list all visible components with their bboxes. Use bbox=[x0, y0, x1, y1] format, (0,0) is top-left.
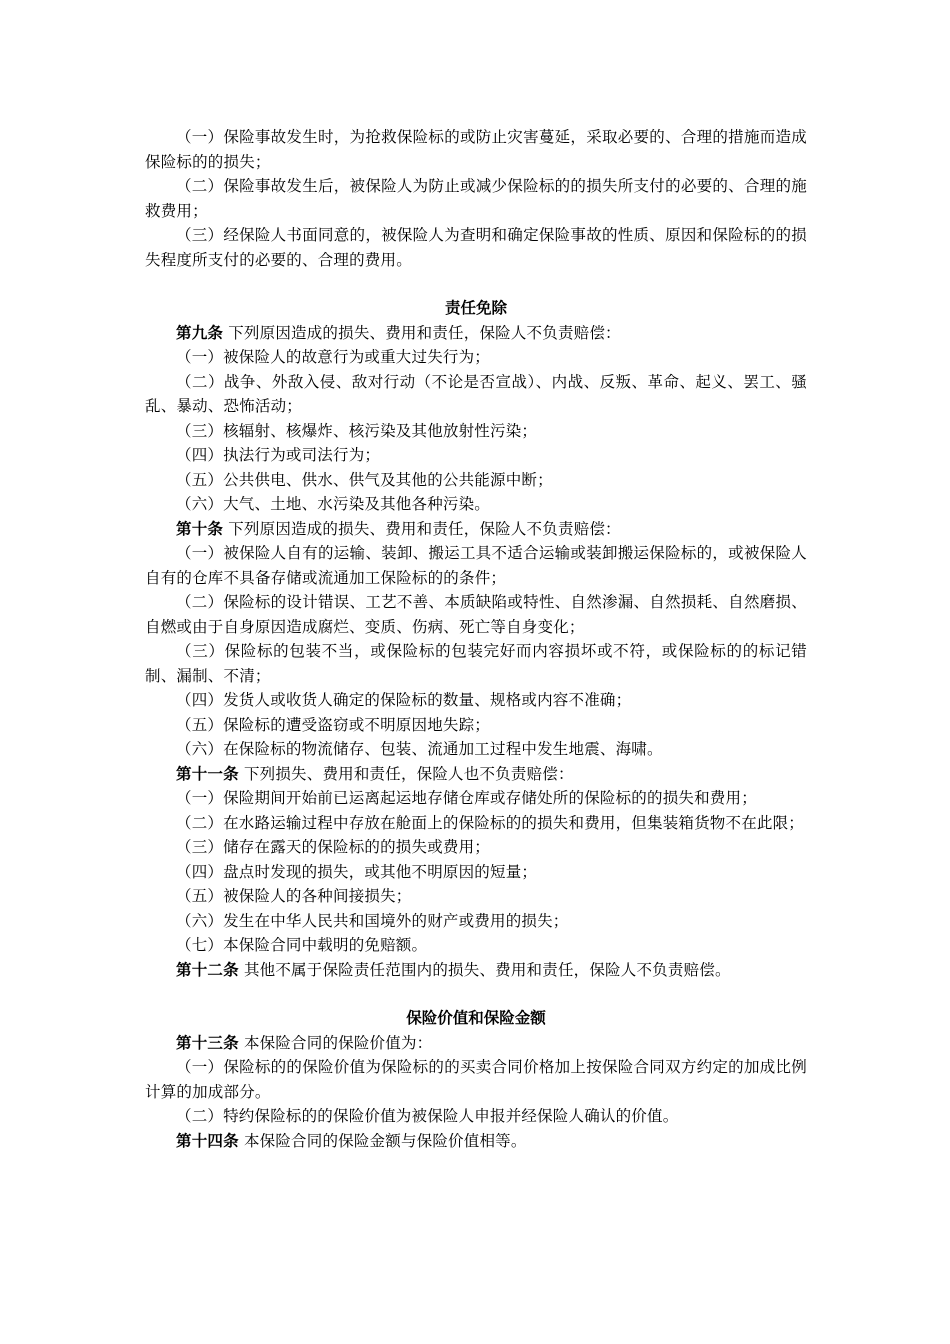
spacer bbox=[145, 272, 807, 296]
list-item: （一）被保险人自有的运输、装卸、搬运工具不适合运输或装卸搬运保险标的，或被保险人自有的仓库不具备存储或流通加工保险标的的条件； bbox=[145, 544, 807, 587]
article-number: 第十四条 bbox=[176, 1130, 239, 1150]
list-item: （五）保险标的遭受盗窃或不明原因地失踪； bbox=[176, 715, 491, 734]
article-14 bbox=[145, 1129, 807, 1154]
list-item: （三）核辐射、核爆炸、核污染及其他放射性污染； bbox=[176, 421, 538, 440]
article-12 bbox=[145, 958, 807, 983]
article-text: 下列损失、费用和责任，保险人也不负责赔偿： bbox=[238, 764, 574, 783]
article-number: 第十二条 bbox=[176, 959, 239, 979]
article-text: 本保险合同的保险价值为： bbox=[238, 1033, 433, 1052]
article-number: 第十条 bbox=[176, 518, 224, 538]
article-11 bbox=[145, 762, 807, 787]
list-item: （一）被保险人的故意行为或重大过失行为； bbox=[176, 348, 491, 366]
article-number: 第九条 bbox=[176, 322, 224, 342]
list-item: （三）保险标的包装不当，或保险标的包装完好而内容损坏或不符，或保险标的的标记错制、漏制、不清； bbox=[145, 642, 807, 685]
list-item: （四）盘点时发现的损失，或其他不明原因的短量； bbox=[176, 862, 538, 881]
article-text: 下列原因造成的损失、费用和责任，保险人不负责赔偿： bbox=[223, 323, 621, 342]
article-9 bbox=[145, 321, 807, 346]
list-item: （二）特约保险标的的保险价值为被保险人申报并经保险人确认的价值。 bbox=[176, 1107, 679, 1125]
list-item: （二）保险标的设计错误、工艺不善、本质缺陷或特性、自然渗漏、自然损耗、自然磨损、自燃或由于自身原因造成腐烂、变质、伤病、死亡等自身变化； bbox=[145, 593, 807, 636]
document-body bbox=[145, 125, 807, 1153]
list-item: （四）发货人或收货人确定的保险标的数量、规格或内容不准确； bbox=[176, 691, 632, 709]
list-item: （五）公共供电、供水、供气及其他的公共能源中断； bbox=[176, 470, 553, 489]
list-item: （一）保险期间开始前已运离起运地存储仓库或存储处所的保险标的的损失和费用； bbox=[176, 789, 757, 807]
list-item: （六）大气、土地、水污染及其他各种污染。 bbox=[176, 495, 491, 513]
article-text: 本保险合同的保险金额与保险价值相等。 bbox=[238, 1131, 527, 1150]
article-10 bbox=[145, 517, 807, 542]
section-heading-exclusions: 责任免除 bbox=[444, 298, 507, 317]
article-13 bbox=[145, 1031, 807, 1056]
list-item: （六）发生在中华人民共和国境外的财产或费用的损失； bbox=[176, 911, 569, 930]
list-item: （一）保险标的的保险价值为保险标的的买卖合同价格加上按保险合同双方约定的加成比例计算的加成部分。 bbox=[145, 1058, 807, 1101]
list-item: （二）战争、外敌入侵、敌对行动（不论是否宣战）、内战、反叛、革命、起义、罢工、骚乱、暴动、恐怖活动； bbox=[145, 372, 807, 415]
paragraph: （二）保险事故发生后，被保险人为防止或减少保险标的的损失所支付的必要的、合理的施救费用； bbox=[145, 177, 807, 220]
paragraph: （一）保险事故发生时，为抢救保险标的或防止灾害蔓延，采取必要的、合理的措施而造成保险标的的损失； bbox=[145, 128, 807, 171]
spacer bbox=[145, 982, 807, 1006]
article-number: 第十三条 bbox=[176, 1032, 239, 1052]
list-item: （二）在水路运输过程中存放在舱面上的保险标的的损失和费用，但集装箱货物不在此限； bbox=[176, 813, 805, 832]
list-item: （三）储存在露天的保险标的的损失或费用； bbox=[176, 838, 491, 856]
list-item: （四）执法行为或司法行为； bbox=[176, 446, 381, 464]
list-item: （七）本保险合同中载明的免赔额。 bbox=[176, 936, 428, 954]
section-heading-insured-value: 保险价值和保险金额 bbox=[406, 1008, 546, 1027]
article-text: 其他不属于保险责任范围内的损失、费用和责任，保险人不负责赔偿。 bbox=[238, 960, 731, 979]
paragraph: （三）经保险人书面同意的，被保险人为查明和确定保险事故的性质、原因和保险标的的损失程度所支付的必要的、合理的费用。 bbox=[145, 226, 807, 269]
list-item: （六）在保险标的物流储存、包装、流通加工过程中发生地震、海啸。 bbox=[176, 740, 663, 758]
article-text: 下列原因造成的损失、费用和责任，保险人不负责赔偿： bbox=[223, 519, 621, 538]
article-number: 第十一条 bbox=[176, 763, 239, 783]
list-item: （五）被保险人的各种间接损失； bbox=[176, 887, 412, 905]
